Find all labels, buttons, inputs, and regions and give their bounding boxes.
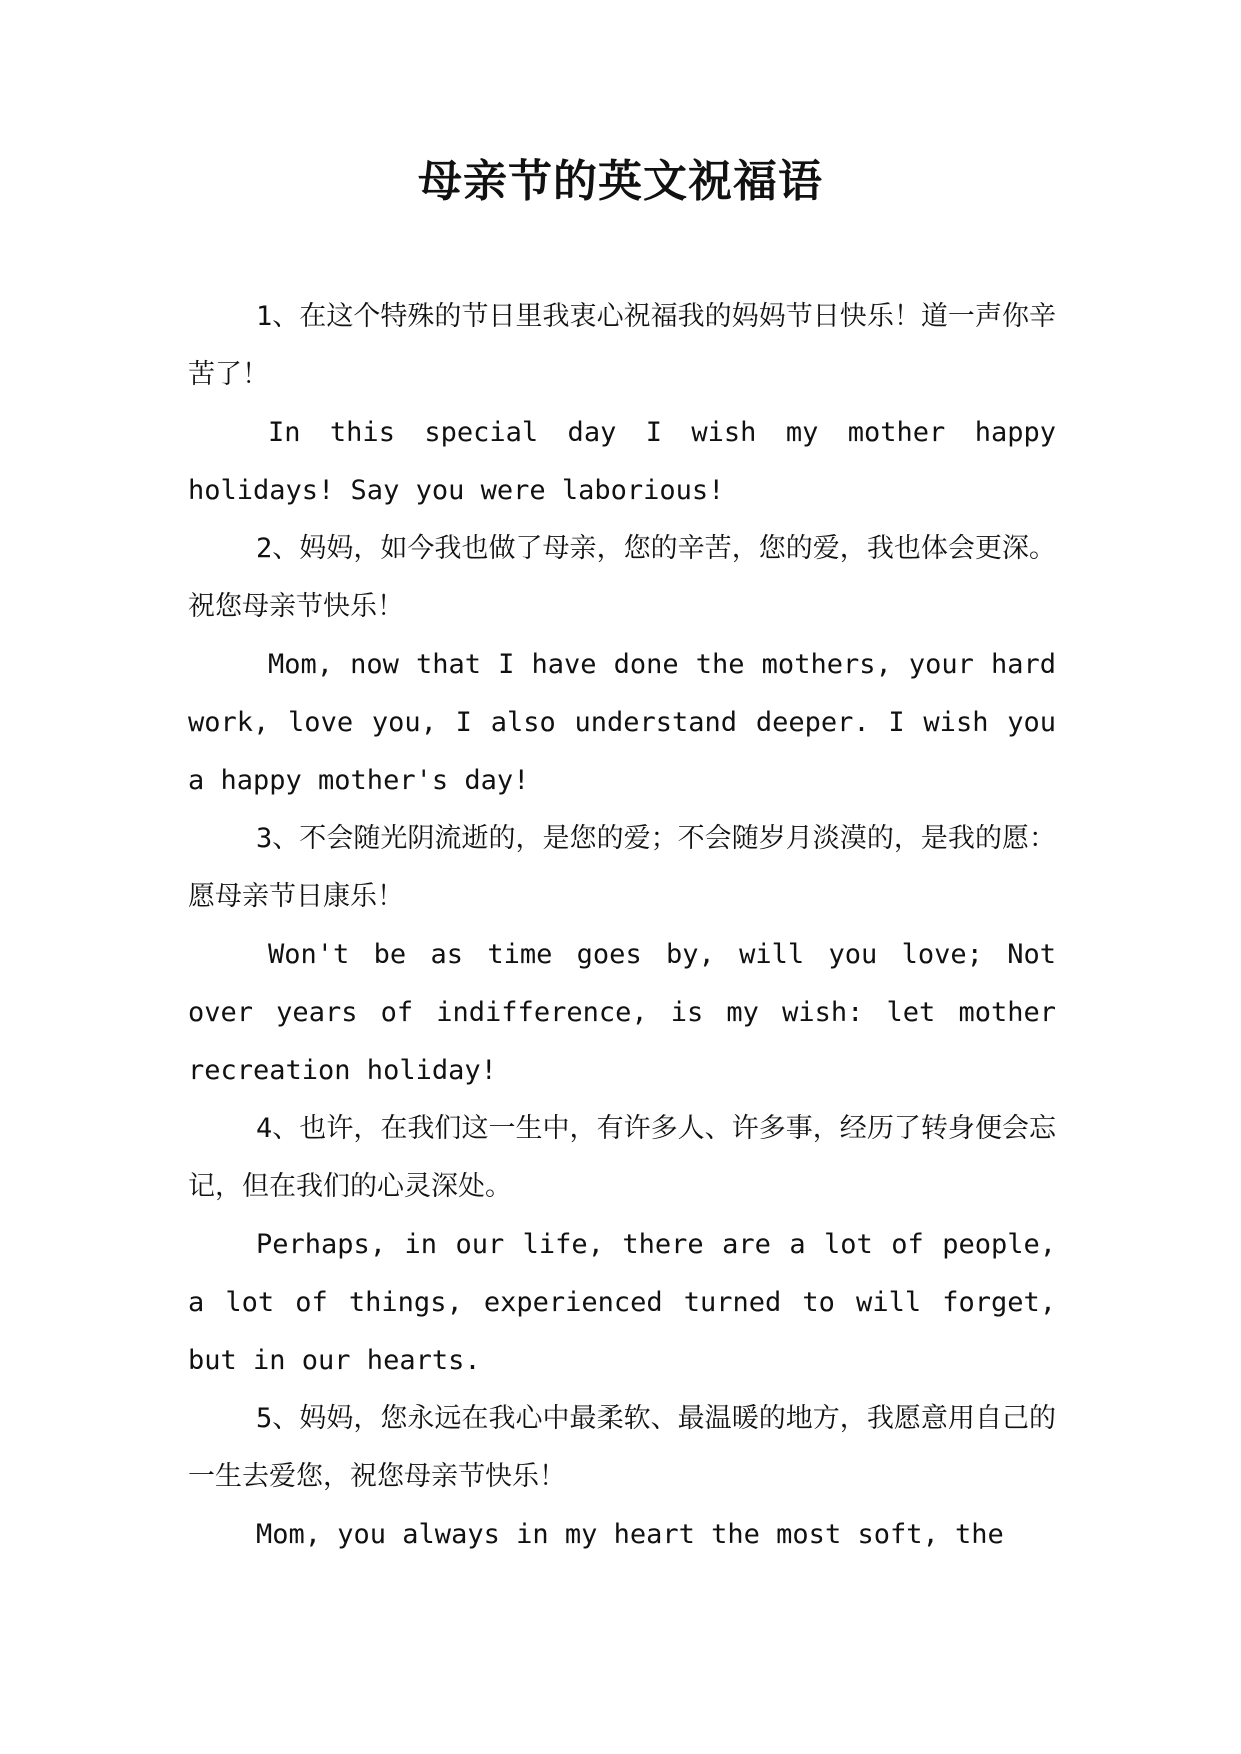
paragraph-5-english: Mom, you always in my heart the most soft, the [256,1519,1004,1550]
paragraph-4-english: Perhaps, in our life, there are a lot of people, a lot of things, experienced turned to will forget, but in our hearts. [188,1229,1056,1376]
paragraph-1-english: In this special day I wish my mother happy holidays! Say you were laborious! [188,417,1056,506]
paragraph-1-chinese: 1、在这个特殊的节日里我衷心祝福我的妈妈节日快乐！道一声你辛苦了！ [188,301,1056,390]
paragraph-5-chinese: 5、妈妈，您永远在我心中最柔软、最温暖的地方，我愿意用自己的一生去爱您，祝您母亲节快乐！ [188,1403,1056,1492]
paragraph-3-chinese: 3、不会随光阴流逝的，是您的爱；不会随岁月淡漠的，是我的愿：愿母亲节日康乐！ [188,823,1056,912]
document-body [188,288,1056,1564]
paragraph-2-english: Mom, now that I have done the mothers, your hard work, love you, I also understand deeper. I wish you a happy mother's day! [188,649,1056,796]
paragraph-3-english: Won't be as time goes by, will you love; Not over years of indifference, is my wish: let mother recreation holiday! [188,939,1056,1086]
paragraph-4-chinese: 4、也许，在我们这一生中，有许多人、许多事，经历了转身便会忘记，但在我们的心灵深处。 [188,1113,1056,1202]
paragraph-2-chinese: 2、妈妈，如今我也做了母亲，您的辛苦，您的爱，我也体会更深。祝您母亲节快乐！ [188,533,1056,622]
document-title: 母亲节的英文祝福语 [418,156,823,207]
